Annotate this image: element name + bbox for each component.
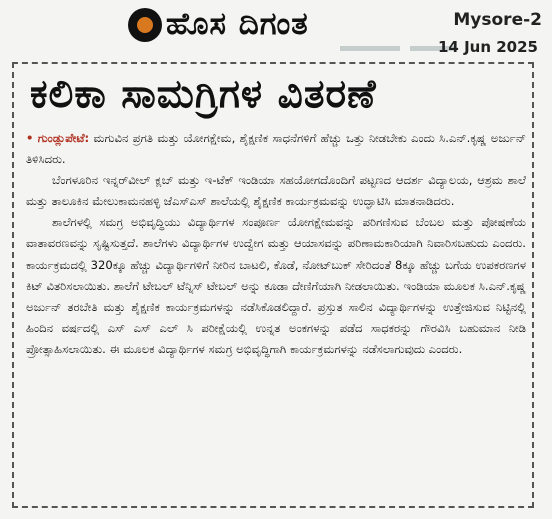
paragraph-text: ಮಗುವಿನ ಪ್ರಗತಿ ಮತ್ತು ಯೋಗಕ್ಷೇಮ, ಶೈಕ್ಷಣಿಕ ಸಾಧನೆಗಳಿಗೆ ಹೆಚ್ಚು ಒತ್ತು ನೀಡಬೇಕು ಎಂದು ಸಿ.ಎನ್.ಕೃಷ್ಣ ಅರ್ಜುನ್ ತಿಳಿಸಿದರು. <box>26 131 527 167</box>
dateline: ಗುಂಡ್ಲುಪೇಟೆ: <box>37 131 90 145</box>
article-paragraph <box>26 128 526 170</box>
newspaper-logo <box>128 6 309 43</box>
logo-text: ಹೊಸ ದಿಗಂತ <box>166 6 309 42</box>
bullet-icon: • <box>26 131 34 145</box>
article-paragraph: ಶಾಲೆಗಳಲ್ಲಿ ಸಮಗ್ರ ಅಭಿವೃದ್ಧಿಯು ವಿದ್ಯಾರ್ಥಿಗಳ ಸಂಪೂರ್ಣ ಯೋಗಕ್ಷೇಮವನ್ನು ಪರಿಗಣಿಸುವ ಬೆಂಬಲ ಮತ್ತು ಪೋಷಣೆಯ ವಾತಾವರಣವನ್ನು ಸೃಷ್ಟಿಸುತ್ತದೆ. ಶಾಲೆಗಳು ವಿದ್ಯಾರ್ಥಿಗಳ ಉದ್ವೇಗ ಮತ್ತು ಆಯಾಸವನ್ನು ಪರಿಣಾಮಕಾರಿಯಾಗಿ ನಿವಾರಿಸಬಹುದು ಎಂದರು. ಕಾರ್ಯಕ್ರಮದಲ್ಲಿ 320ಕ್ಕೂ ಹೆಚ್ಚು ವಿದ್ಯಾರ್ಥಿಗಳಿಗೆ ನೀರಿನ ಬಾಟಲಿ, ಕೊಡೆ, ನೋಟ್‌ಬುಕ್ ಸೇರಿದಂತೆ 8ಕ್ಕೂ ಹೆಚ್ಚು ಬಗೆಯ ಉಪಕರಣಗಳ ಕಿಟ್ ವಿತರಿಸಲಾಯಿತು. ಶಾಲೆಗೆ ಟೇಬಲ್ ಟೆನ್ನಿಸ್ ಟೇಬಲ್ ಅನ್ನು ಕೂಡಾ ದೇಣಿಗೆಯಾಗಿ ನೀಡಲಾಯಿತು. ಇಂಡಿಯಾ ಮೂಲಕ ಸಿ.ಎನ್.ಕೃಷ್ಣ ಅರ್ಜುನ್ ತರಬೇತಿ ಮತ್ತು ಶೈಕ್ಷಣಿಕ ಕಾರ್ಯಕ್ರಮಗಳನ್ನು ನಡೆಸಿಕೊಡಲಿದ್ದಾರೆ. ಪ್ರಸ್ತುತ ಸಾಲಿನ ವಿದ್ಯಾರ್ಥಿಗಳನ್ನು ಉತ್ತೇಜಿಸುವ ನಿಟ್ಟಿನಲ್ಲಿ ಹಿಂದಿನ ವರ್ಷದಲ್ಲಿ ಎಸ್ ಎಸ್ ಎಲ್ ಸಿ ಪರೀಕ್ಷೆಯಲ್ಲಿ ಉನ್ನತ ಅಂಕಗಳನ್ನು ಪಡೆದ ಸಾಧಕರನ್ನು ಗೌರವಿಸಿ ಬಹುಮಾನ ನೀಡಿ ಪ್ರೋತ್ಸಾಹಿಸಲಾಯಿತು. ಈ ಮೂಲಕ ವಿದ್ಯಾರ್ಥಿಗಳ ಸಮಗ್ರ ಅಭಿವೃದ್ಧಿಗಾಗಿ ಕಾರ್ಯಕ್ರಮಗಳನ್ನು ನಡೆಸಲಾಗುವುದು ಎಂದರು. <box>26 215 526 356</box>
article-body <box>26 128 526 360</box>
article-paragraph: ಬೆಂಗಳೂರಿನ ಇನ್ನರ್‌ವೀಲ್ ಕ್ಲಬ್ ಮತ್ತು ಇ-ಟೆಕ್ ಇಂಡಿಯಾ ಸಹಯೋಗದೊಂದಿಗೆ ಪಟ್ಟಣದ ಆದರ್ಶ ವಿದ್ಯಾಲಯ, ಆಶ್ರಮ ಶಾಲೆ ಮತ್ತು ತಾಲೂಕಿನ ಮೇಲುಕಾಮನಹಳ್ಳಿ ಜೆಎಸ್‌ಎಸ್ ಶಾಲೆಯಲ್ಲಿ ಶೈಕ್ಷಣಿಕ ಕಾರ್ಯಕ್ರಮವನ್ನು ಉದ್ಘಾಟಿಸಿ ಮಾತನಾಡಿದರು. <box>26 173 526 209</box>
article-headline: ಕಲಿಕಾ ಸಾಮಗ್ರಿಗಳ ವಿತರಣೆ <box>30 72 377 117</box>
publication-date: 14 Jun 2025 <box>437 38 538 56</box>
logo-emblem-icon <box>128 8 162 42</box>
edition-label: Mysore-2 <box>453 10 542 30</box>
masthead <box>0 0 552 60</box>
